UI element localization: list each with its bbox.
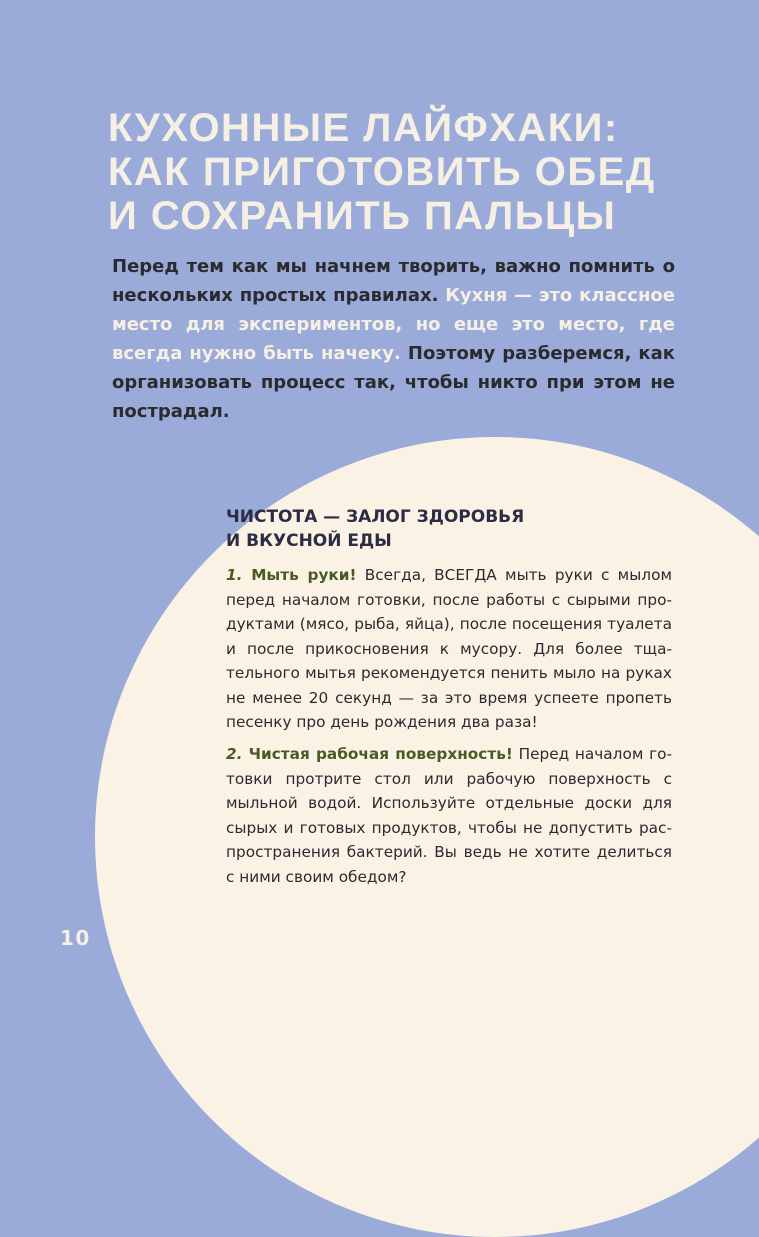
- rule-item-2: [226, 742, 672, 889]
- intro-text-2: Поэтому разберемся, как организовать процесс так, чтобы никто при этом не пострадал.: [112, 343, 675, 422]
- page-number: 10: [60, 926, 91, 950]
- page-title: [108, 106, 728, 238]
- rule-1-text: Всегда, ВСЕГДА мыть руки с мылом перед началом готовки, после работы с сырыми продуктами (мясо, рыба, яйца), после посещения туалета и после прикосновения к мусору. Для более тщательного мытья рекомендуется пенить мыло на руках не менее 20 секунд — за это время успеете пропеть песенку про день рождения два раза!: [226, 566, 672, 731]
- rule-2-title: Чистая рабочая поверхность!: [248, 745, 513, 763]
- section-heading: [226, 505, 646, 553]
- rule-2-number: 2.: [226, 745, 243, 763]
- section-heading-line-1: ЧИСТОТА — ЗАЛОГ ЗДОРОВЬЯ: [226, 507, 525, 527]
- title-line-3: И СОХРАНИТЬ ПАЛЬЦЫ: [108, 194, 617, 238]
- rule-2-lead: [226, 745, 513, 763]
- rule-item-1: [226, 563, 672, 735]
- title-line-1: КУХОННЫЕ ЛАЙФХАКИ:: [108, 106, 619, 150]
- title-line-2: КАК ПРИГОТОВИТЬ ОБЕД: [108, 150, 656, 194]
- section-heading-line-2: И ВКУСНОЙ ЕДЫ: [226, 531, 392, 551]
- rule-1-title: Мыть руки!: [251, 566, 357, 584]
- intro-text-1: Перед тем как мы начнем творить, важно помнить о нескольких простых правилах.: [112, 256, 675, 306]
- intro-highlight: Кухня — это классное место для экспериментов, но еще это место, где всегда нужно быть начеку.: [112, 285, 675, 364]
- rule-2-text: Перед началом готовки протрите стол или рабочую поверхность с мыльной водой. Используйте отдельные доски для сырых и готовых продуктов, чтобы не допустить распространения бактерий. Вы ведь не хотите делиться с ними своим обедом?: [226, 745, 672, 886]
- intro-paragraph: [112, 252, 675, 426]
- rule-1-lead: [226, 566, 357, 584]
- rule-1-number: 1.: [226, 566, 243, 584]
